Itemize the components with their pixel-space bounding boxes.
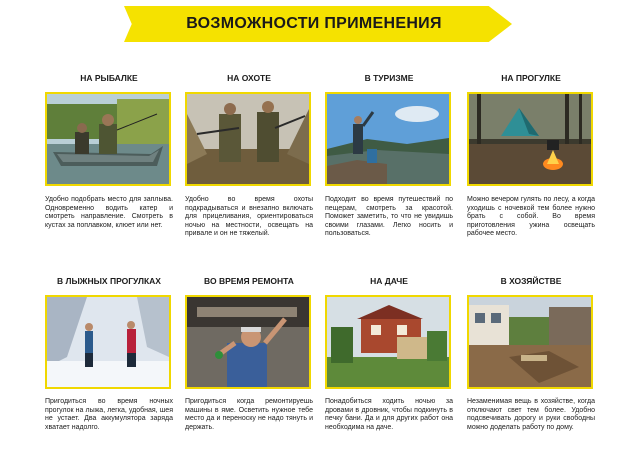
- card-title: В ЛЫЖНЫХ ПРОГУЛКАХ: [57, 276, 161, 286]
- card-title: В ТУРИЗМЕ: [364, 73, 414, 83]
- page-title: ВОЗМОЖНОСТИ ПРИМЕНЕНИЯ: [186, 15, 442, 32]
- card-title: ВО ВРЕМЯ РЕМОНТА: [204, 276, 294, 286]
- card-description: Удобно во время охоты подкрадываться и внезапно включать для прицеливания, ориентироваться ночью на местности, освещать на привале и он не тяжелый.: [185, 196, 313, 238]
- card-description: Пригодиться во время ночных прогулок на лыжа, легка, удобная, шея не устает. Два аккумулятора заряда хватает надолго.: [45, 398, 173, 431]
- fishing-photo: [45, 92, 171, 186]
- card-description: Удобно подобрать место для заплыва. Одновременно водить катер и смотреть направление. Смотреть в кустах за поплавком, клюет или нет.: [45, 196, 173, 229]
- household-photo: [467, 295, 593, 389]
- tourism-photo: [325, 92, 451, 186]
- repair-photo: [185, 295, 311, 389]
- hunting-photo: [185, 92, 311, 186]
- card-description: Незаменимая вещь в хозяйстве, когда отключают свет тем более. Удобно подсвечивать дорогу и руки свободны можно доделать работу по дому.: [467, 398, 595, 431]
- dacha-photo: [325, 295, 451, 389]
- card-description: Подходит во время путешествий по пещерам, смотреть за красотой. Поможет заметить, то что не увидишь своими глазами. Легко носить и пользоваться.: [325, 196, 453, 238]
- card-title: НА ДАЧЕ: [370, 276, 408, 286]
- card-title: НА РЫБАЛКЕ: [80, 73, 138, 83]
- card-description: Пригодиться когда ремонтируешь машины в яме. Осветить нужное тебе место да и переноску не надо тянуть и держать.: [185, 398, 313, 431]
- card-title: НА ОХОТЕ: [227, 73, 271, 83]
- card-title: НА ПРОГУЛКЕ: [501, 73, 561, 83]
- walk-photo: [467, 92, 593, 186]
- card-title: В ХОЗЯЙСТВЕ: [500, 276, 562, 286]
- skiing-photo: [45, 295, 171, 389]
- card-description: Понадобиться ходить ночью за дровами в дровник, чтобы подкинуть в печку бани. Да и для других работ она необходима на даче.: [325, 398, 453, 431]
- card-description: Можно вечером гулять по лесу, а когда уходишь с ночевкой тем более нужно брать с собой. Во время приготовления ужина освещать рабочее место.: [467, 196, 595, 238]
